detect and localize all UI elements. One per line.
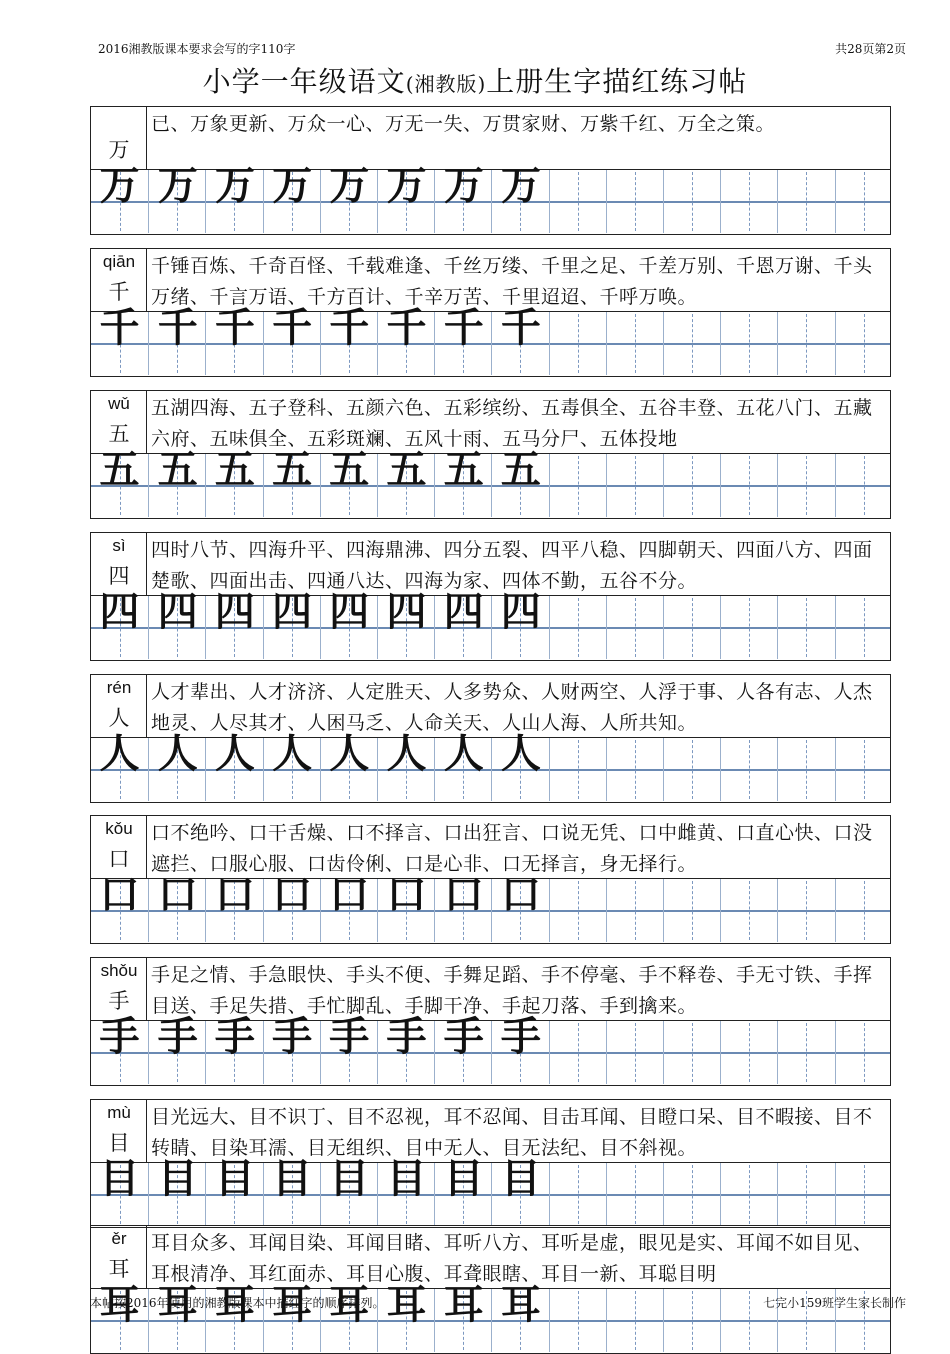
practice-cell[interactable] [491, 1281, 548, 1352]
practice-cell[interactable] [434, 730, 491, 801]
practice-cell[interactable] [434, 588, 491, 659]
practice-cell[interactable] [148, 1155, 205, 1226]
practice-cell[interactable] [720, 1163, 777, 1226]
practice-cell[interactable] [263, 871, 320, 942]
tracing-glyph: 五 [443, 446, 484, 493]
tracing-glyph: 千 [272, 304, 313, 351]
tracing-glyph: 四 [157, 588, 198, 635]
practice-cell[interactable] [320, 1013, 377, 1084]
tracing-glyph: 口 [500, 871, 541, 918]
character: 口 [108, 847, 130, 871]
tracing-glyph: 四 [443, 588, 484, 635]
practice-cell[interactable] [663, 1163, 720, 1226]
cell-guide-line [578, 314, 579, 373]
tracing-grid [90, 871, 891, 944]
practice-cell[interactable] [663, 170, 720, 233]
cell-guide-line [578, 456, 579, 515]
cell-guide-line [864, 172, 865, 231]
practice-cell[interactable] [263, 162, 320, 233]
tracing-glyph: 千 [329, 304, 370, 351]
practice-cell[interactable] [606, 1021, 663, 1084]
char-label-cell [90, 815, 146, 878]
practice-cell[interactable] [777, 879, 834, 942]
practice-cell[interactable] [148, 446, 205, 517]
tracing-glyph: 四 [99, 588, 140, 635]
practice-cell[interactable] [377, 304, 434, 375]
practice-cell[interactable] [491, 588, 548, 659]
cell-guide-line [864, 598, 865, 657]
cell-guide-line [635, 314, 636, 373]
tracing-glyph: 人 [157, 730, 198, 777]
tracing-glyph: 手 [214, 1013, 255, 1060]
char-label-cell [90, 390, 146, 453]
tracing-glyph: 口 [272, 871, 313, 918]
tracing-glyph: 千 [214, 304, 255, 351]
tracing-glyph: 千 [443, 304, 484, 351]
tracing-glyph: 人 [272, 730, 313, 777]
practice-cell[interactable] [549, 596, 606, 659]
practice-cell[interactable] [549, 170, 606, 233]
tracing-glyph: 目 [329, 1155, 370, 1202]
practice-cell[interactable] [377, 162, 434, 233]
tracing-glyph: 手 [157, 1013, 198, 1060]
tracing-glyph: 手 [329, 1013, 370, 1060]
tracing-glyph: 耳 [99, 1281, 140, 1328]
char-label-cell [90, 957, 146, 1020]
practice-cell[interactable] [663, 1021, 720, 1084]
cell-guide-line [578, 881, 579, 940]
cell-guide-line [578, 172, 579, 231]
practice-cell[interactable] [606, 596, 663, 659]
character: 四 [108, 564, 130, 588]
cell-guide-line [578, 1291, 579, 1350]
tracing-glyph: 千 [386, 304, 427, 351]
practice-cell[interactable] [663, 738, 720, 801]
practice-cell[interactable] [205, 446, 262, 517]
practice-cell[interactable] [663, 1289, 720, 1352]
cell-guide-line [749, 740, 750, 799]
cell-guide-line [692, 1291, 693, 1350]
pinyin: qiān [102, 252, 136, 271]
pinyin: ěr [111, 1229, 127, 1248]
tracing-glyph: 口 [386, 871, 427, 918]
idiom-list: 人才辈出、人才济济、人定胜天、人多势众、人财两空、人浮于事、人各有志、人杰地灵、人尽其才、人困马乏、人命关天、人山人海、人所共知。 [146, 674, 891, 737]
practice-cell[interactable] [720, 879, 777, 942]
character: 手 [108, 989, 130, 1013]
practice-cell[interactable] [663, 596, 720, 659]
tracing-glyph: 四 [272, 588, 313, 635]
tracing-glyph: 口 [443, 871, 484, 918]
cell-guide-line [578, 740, 579, 799]
practice-cell[interactable] [320, 304, 377, 375]
char-label-cell [90, 106, 146, 169]
tracing-glyph: 万 [443, 162, 484, 209]
cell-guide-line [635, 456, 636, 515]
page-title [0, 60, 950, 100]
practice-cell[interactable] [320, 588, 377, 659]
practice-cell[interactable] [491, 446, 548, 517]
practice-cell[interactable] [491, 730, 548, 801]
tracing-glyph: 目 [272, 1155, 313, 1202]
practice-cell[interactable] [434, 1013, 491, 1084]
practice-cell[interactable] [549, 1163, 606, 1226]
practice-cell[interactable] [549, 879, 606, 942]
practice-cell[interactable] [606, 1289, 663, 1352]
practice-cell[interactable] [377, 730, 434, 801]
practice-cell[interactable] [835, 454, 892, 517]
tracing-glyph: 五 [500, 446, 541, 493]
tracing-glyph: 口 [214, 871, 255, 918]
idiom-list: 手足之情、手急眼快、手头不便、手舞足蹈、手不停毫、手不释卷、手无寸铁、手挥目送、手足失措、手忙脚乱、手脚干净、手起刀落、手到擒来。 [146, 957, 891, 1020]
practice-cell[interactable] [148, 871, 205, 942]
practice-cell[interactable] [205, 730, 262, 801]
practice-cell[interactable] [720, 596, 777, 659]
char-label-cell [90, 1099, 146, 1162]
practice-cell[interactable] [835, 879, 892, 942]
tracing-grid [90, 304, 891, 377]
practice-cell[interactable] [835, 596, 892, 659]
cell-guide-line [635, 172, 636, 231]
practice-cell[interactable] [549, 312, 606, 375]
character: 人 [108, 706, 130, 730]
tracing-grid [90, 588, 891, 661]
practice-cell[interactable] [491, 304, 548, 375]
practice-cell[interactable] [720, 738, 777, 801]
cell-guide-line [749, 1291, 750, 1350]
idiom-list: 四时八节、四海升平、四海鼎沸、四分五裂、四平八稳、四脚朝天、四面八方、四面楚歌、四面出击、四通八达、四海为家、四体不勤，五谷不分。 [146, 532, 891, 595]
practice-cell[interactable] [91, 304, 148, 375]
practice-cell[interactable] [777, 454, 834, 517]
tracing-glyph: 耳 [386, 1281, 427, 1328]
practice-cell[interactable] [148, 588, 205, 659]
practice-cell[interactable] [663, 454, 720, 517]
practice-cell[interactable] [777, 738, 834, 801]
practice-cell[interactable] [263, 1155, 320, 1226]
cell-guide-line [749, 456, 750, 515]
pinyin: mù [107, 1103, 131, 1122]
tracing-glyph: 五 [272, 446, 313, 493]
tracing-glyph: 口 [329, 871, 370, 918]
tracing-glyph: 四 [386, 588, 427, 635]
practice-cell[interactable] [606, 454, 663, 517]
tracing-glyph: 手 [272, 1013, 313, 1060]
tracing-glyph: 五 [329, 446, 370, 493]
practice-cell[interactable] [320, 446, 377, 517]
tracing-glyph: 千 [500, 304, 541, 351]
cell-guide-line [692, 1165, 693, 1224]
practice-cell[interactable] [720, 312, 777, 375]
practice-cell[interactable] [91, 1155, 148, 1226]
practice-cell[interactable] [663, 312, 720, 375]
cell-guide-line [806, 740, 807, 799]
tracing-glyph: 手 [443, 1013, 484, 1060]
practice-cell[interactable] [606, 1163, 663, 1226]
practice-cell[interactable] [205, 871, 262, 942]
practice-cell[interactable] [777, 1021, 834, 1084]
practice-cell[interactable] [148, 730, 205, 801]
cell-guide-line [635, 1165, 636, 1224]
cell-guide-line [635, 881, 636, 940]
tracing-glyph: 四 [329, 588, 370, 635]
practice-cell[interactable] [434, 871, 491, 942]
title-part-2: 上册生字描红练习帖 [486, 65, 748, 98]
tracing-glyph: 千 [99, 304, 140, 351]
practice-cell[interactable] [549, 454, 606, 517]
practice-cell[interactable] [205, 1155, 262, 1226]
cell-guide-line [749, 172, 750, 231]
tracing-glyph: 人 [214, 730, 255, 777]
tracing-glyph: 万 [214, 162, 255, 209]
cell-guide-line [864, 314, 865, 373]
character: 万 [108, 138, 130, 162]
practice-cell[interactable] [835, 170, 892, 233]
practice-cell[interactable] [606, 879, 663, 942]
pinyin: shǒu [100, 961, 138, 980]
title-part-1: 小学一年级语文 [202, 65, 406, 98]
tracing-glyph: 四 [214, 588, 255, 635]
practice-cell[interactable] [491, 162, 548, 233]
practice-cell[interactable] [377, 871, 434, 942]
character: 耳 [108, 1257, 130, 1281]
tracing-glyph: 万 [272, 162, 313, 209]
tracing-glyph: 万 [329, 162, 370, 209]
tracing-glyph: 万 [500, 162, 541, 209]
practice-cell[interactable] [663, 879, 720, 942]
practice-cell[interactable] [434, 162, 491, 233]
tracing-glyph: 目 [443, 1155, 484, 1202]
cell-guide-line [692, 740, 693, 799]
tracing-glyph: 万 [99, 162, 140, 209]
practice-cell[interactable] [377, 1281, 434, 1352]
cell-guide-line [692, 598, 693, 657]
practice-cell[interactable] [148, 304, 205, 375]
practice-cell[interactable] [91, 446, 148, 517]
practice-cell[interactable] [263, 730, 320, 801]
cell-guide-line [864, 881, 865, 940]
tracing-glyph: 人 [99, 730, 140, 777]
practice-cell[interactable] [320, 730, 377, 801]
idiom-list: 已、万象更新、万众一心、万无一失、万贯家财、万紫千红、万全之策。 [146, 106, 891, 169]
cell-guide-line [692, 881, 693, 940]
practice-cell[interactable] [720, 170, 777, 233]
practice-cell[interactable] [148, 1013, 205, 1084]
char-label-cell [90, 248, 146, 311]
idiom-list: 目光远大、目不识丁、目不忍视，耳不忍闻、目击耳闻、目瞪口呆、目不暇接、目不转睛、目染耳濡、目无组织、目中无人、目无法纪、目不斜视。 [146, 1099, 891, 1162]
cell-guide-line [806, 1165, 807, 1224]
tracing-glyph: 五 [214, 446, 255, 493]
practice-cell[interactable] [606, 312, 663, 375]
cell-guide-line [749, 314, 750, 373]
character: 千 [108, 280, 130, 304]
tracing-grid [90, 730, 891, 803]
tracing-grid [90, 1155, 891, 1228]
cell-guide-line [635, 1023, 636, 1082]
tracing-glyph: 耳 [157, 1281, 198, 1328]
cell-guide-line [749, 598, 750, 657]
cell-guide-line [635, 1291, 636, 1350]
title-edition: (湘教版) [405, 72, 487, 96]
cell-guide-line [635, 740, 636, 799]
practice-cell[interactable] [263, 304, 320, 375]
practice-cell[interactable] [434, 446, 491, 517]
tracing-glyph: 耳 [443, 1281, 484, 1328]
tracing-glyph: 手 [386, 1013, 427, 1060]
practice-cell[interactable] [320, 871, 377, 942]
tracing-glyph: 耳 [329, 1281, 370, 1328]
cell-guide-line [692, 456, 693, 515]
practice-cell[interactable] [263, 588, 320, 659]
tracing-glyph: 目 [214, 1155, 255, 1202]
tracing-glyph: 口 [99, 871, 140, 918]
tracing-glyph: 四 [500, 588, 541, 635]
cell-guide-line [864, 1165, 865, 1224]
tracing-glyph: 万 [157, 162, 198, 209]
char-label-cell [90, 1225, 146, 1288]
cell-guide-line [864, 740, 865, 799]
tracing-glyph: 人 [329, 730, 370, 777]
tracing-glyph: 目 [386, 1155, 427, 1202]
practice-cell[interactable] [549, 738, 606, 801]
char-label-cell [90, 532, 146, 595]
idiom-list: 千锤百炼、千奇百怪、千载难逢、千丝万缕、千里之足、千差万别、千恩万谢、千头万绪、千言万语、千方百计、千辛万苦、千里迢迢、千呼万唤。 [146, 248, 891, 311]
tracing-glyph: 耳 [500, 1281, 541, 1328]
cell-guide-line [806, 314, 807, 373]
tracing-glyph: 千 [157, 304, 198, 351]
character: 目 [108, 1131, 130, 1155]
tracing-glyph: 目 [500, 1155, 541, 1202]
pinyin: kǒu [105, 819, 133, 838]
practice-cell[interactable] [263, 446, 320, 517]
practice-cell[interactable] [606, 738, 663, 801]
cell-guide-line [635, 598, 636, 657]
tracing-glyph: 人 [443, 730, 484, 777]
practice-cell[interactable] [491, 1013, 548, 1084]
cell-guide-line [806, 172, 807, 231]
cell-guide-line [692, 1023, 693, 1082]
pinyin: sì [112, 536, 126, 555]
tracing-glyph: 手 [500, 1013, 541, 1060]
cell-guide-line [806, 456, 807, 515]
cell-guide-line [864, 1023, 865, 1082]
tracing-glyph: 五 [386, 446, 427, 493]
practice-cell[interactable] [835, 1163, 892, 1226]
practice-cell[interactable] [434, 1281, 491, 1352]
practice-cell[interactable] [205, 1013, 262, 1084]
idiom-list: 五湖四海、五子登科、五颜六色、五彩缤纷、五毒俱全、五谷丰登、五花八门、五藏六府、五味俱全、五彩斑斓、五风十雨、五马分尸、五体投地 [146, 390, 891, 453]
cell-guide-line [749, 1023, 750, 1082]
cell-guide-line [692, 314, 693, 373]
tracing-glyph: 五 [157, 446, 198, 493]
practice-cell[interactable] [91, 730, 148, 801]
practice-cell[interactable] [720, 454, 777, 517]
char-label-cell [90, 674, 146, 737]
tracing-glyph: 五 [99, 446, 140, 493]
practice-cell[interactable] [320, 162, 377, 233]
cell-guide-line [749, 1165, 750, 1224]
cell-guide-line [806, 1023, 807, 1082]
practice-cell[interactable] [835, 1021, 892, 1084]
tracing-grid [90, 446, 891, 519]
practice-cell[interactable] [434, 304, 491, 375]
idiom-list: 口不绝吟、口干舌燥、口不择言、口出狂言、口说无凭、口中雌黄、口直心快、口没遮拦、口服心服、口齿伶俐、口是心非、口无择言，身无择行。 [146, 815, 891, 878]
tracing-glyph: 耳 [214, 1281, 255, 1328]
practice-cell[interactable] [205, 588, 262, 659]
cell-guide-line [578, 1165, 579, 1224]
practice-cell[interactable] [835, 312, 892, 375]
practice-cell[interactable] [91, 162, 148, 233]
practice-cell[interactable] [320, 1155, 377, 1226]
page-indicator: 共28页第2页 [835, 42, 906, 56]
cell-guide-line [692, 172, 693, 231]
pinyin: rén [106, 678, 132, 697]
tracing-glyph: 手 [99, 1013, 140, 1060]
header-subtitle: 2016湘教版课本要求会写的字110字 [98, 42, 296, 56]
practice-cell[interactable] [549, 1021, 606, 1084]
practice-cell[interactable] [549, 1289, 606, 1352]
practice-cell[interactable] [835, 738, 892, 801]
cell-guide-line [806, 881, 807, 940]
practice-cell[interactable] [263, 1013, 320, 1084]
practice-cell[interactable] [491, 1155, 548, 1226]
practice-cell[interactable] [148, 162, 205, 233]
practice-cell[interactable] [777, 596, 834, 659]
tracing-glyph: 口 [157, 871, 198, 918]
tracing-glyph: 人 [386, 730, 427, 777]
tracing-glyph: 耳 [272, 1281, 313, 1328]
cell-guide-line [578, 598, 579, 657]
cell-guide-line [864, 456, 865, 515]
cell-guide-line [806, 598, 807, 657]
tracing-grid [90, 1013, 891, 1086]
practice-cell[interactable] [377, 1155, 434, 1226]
character: 五 [108, 422, 130, 446]
practice-cell[interactable] [377, 1013, 434, 1084]
practice-cell[interactable] [205, 162, 262, 233]
practice-cell[interactable] [205, 304, 262, 375]
practice-cell[interactable] [377, 588, 434, 659]
practice-cell[interactable] [777, 312, 834, 375]
tracing-glyph: 目 [157, 1155, 198, 1202]
tracing-grid [90, 162, 891, 235]
footer-credit: 七完小159班学生家长制作 [763, 1296, 906, 1310]
tracing-glyph: 目 [99, 1155, 140, 1202]
cell-guide-line [749, 881, 750, 940]
idiom-list: 耳目众多、耳闻目染、耳闻目睹、耳听八方、耳听是虚，眼见是实、耳闻不如目见、耳根清净、耳红面赤、耳目心腹、耳聋眼瞎、耳目一新、耳聪目明 [146, 1225, 891, 1288]
practice-cell[interactable] [91, 871, 148, 942]
practice-cell[interactable] [777, 170, 834, 233]
practice-cell[interactable] [606, 170, 663, 233]
practice-cell[interactable] [434, 1155, 491, 1226]
tracing-glyph: 万 [386, 162, 427, 209]
practice-cell[interactable] [777, 1163, 834, 1226]
practice-cell[interactable] [377, 446, 434, 517]
practice-cell[interactable] [720, 1021, 777, 1084]
pinyin: wǔ [108, 394, 130, 413]
practice-cell[interactable] [491, 871, 548, 942]
cell-guide-line [578, 1023, 579, 1082]
footer-note: 本帖按2016年使用的湘教版课本中描红字的顺序排列。 [90, 1296, 385, 1310]
practice-cell[interactable] [91, 588, 148, 659]
practice-cell[interactable] [91, 1013, 148, 1084]
tracing-glyph: 人 [500, 730, 541, 777]
